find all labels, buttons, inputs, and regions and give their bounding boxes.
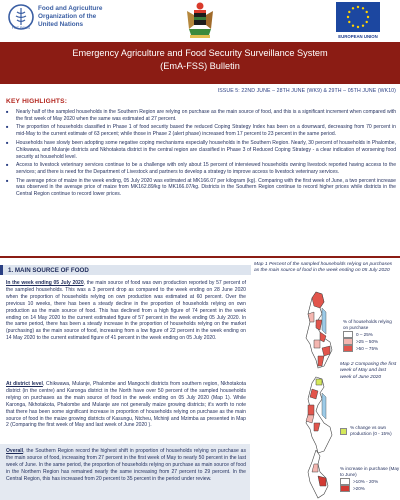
paragraph-lead: In the week ending 05 July 2020 — [6, 280, 84, 286]
key-highlights-list — [4, 109, 396, 200]
paragraph-district-level — [6, 381, 246, 429]
legend-swatch — [343, 331, 353, 338]
issue-line: ISSUE 5: 22ND JUNE – 28TH JUNE (WK9) & 29TH – 05TH JUNE (WK10) — [217, 88, 396, 94]
legend-row — [340, 478, 400, 485]
malawi-coat-of-arms-icon — [183, 1, 217, 39]
legend-row — [340, 485, 400, 492]
legend-swatch — [340, 485, 350, 492]
map1-caption: Map 1 Percent of the sampled households relying on purchases as the main source of food in the week ending on 05 July 2020 — [254, 262, 393, 274]
paragraph-text: , the Southern Region record the highest shift in proportion of households relying on purchase as the main source of food, increasing from 27 percent in the first week of May to nearly 50 percent in the last week of June. In the same period, the proportion of households relying on purchase as main source of food in the Northern Region has remained nearly the same increasing from 27 percent to 29 percent. In the Central Region, this has increased from 20 percent to 35 percent in the period under review. — [6, 448, 246, 482]
section-heading-text: 1. MAIN SOURCE OF FOOD — [8, 266, 89, 274]
title-banner — [0, 42, 400, 84]
fao-line-1: Food and Agriculture — [38, 5, 103, 12]
section-heading-main-source-of-food — [0, 265, 251, 275]
legend-label: >25 – 50% — [356, 338, 379, 344]
fao-line-2: Organization of the — [38, 13, 97, 20]
eu-label: EUROPEAN UNION — [338, 34, 378, 39]
legend-swatch — [340, 478, 350, 485]
header — [0, 0, 400, 42]
legend-label: >10% - 20% — [353, 478, 379, 484]
legend-row — [343, 345, 397, 352]
legend-row — [340, 425, 400, 437]
map2-caption: Map 2 Comparing the first week of May and last week of June 2020 — [340, 362, 397, 380]
map1-legend — [343, 319, 397, 352]
map2-legend — [340, 425, 400, 437]
map3-legend — [340, 466, 400, 492]
legend-label: >20% — [353, 485, 365, 491]
legend-row — [343, 338, 397, 345]
highlight-item: ■ Access to livestock veterinary services continue to be a challenge with only about 15 percent of interviewed households owning livestock reported having access to the services; and there is need for the Department of Livestock and partners to develop a strategy to improve access to livestock veterinary services. — [4, 162, 396, 176]
fao-line-3: United Nations — [38, 21, 84, 28]
highlight-item: ■ Households have slowly been adopting some negative coping mechanisms especially households in the Southern Region. Nearly, 30 percent of households in Phalombe, Chikwawa, and Mulanje districts and Nkhotakota district in the central region are classified in Phase 3 of Reduced Coping Strategy - a clear indication of worsening food security at household level. — [4, 140, 396, 161]
highlight-item: ■ Nearly half of the sampled households in the Southern Region are relying on purchase as the main source of food, and this is a significant increment when compared with the first week of May 2020 when the same was estimated at 27 percent. — [4, 109, 396, 123]
map1-legend-title: % of households relying on purchase — [343, 319, 392, 330]
svg-text:FIAT PANIS: FIAT PANIS — [11, 26, 31, 30]
paragraph-overall — [6, 448, 246, 483]
legend-label: 0 – 25% — [356, 331, 373, 337]
paragraph-text: , Chikwawa, Mulanje, Phalombe and Mangochi districts from southern region, Nkhotakota district (in the centre) and Karonga district in the North have over 50 percent of the sampled households relying on purchases as the main source of food in the week ending on 05 July 2020 (Map 1). While Karonga, Nkhotakota, Phalombe and Mulanje are not generally maize growing districts; it's worth to note that there has been some significant increase in proportion of households relying on purchase as the main source of food in the maize growing districts of Kasungu, Ntcheu, Mchinji and Mzimba as presented in Map 2 (Comparing the first week of May and last week of June 2020 ). — [6, 381, 247, 429]
legend-row — [343, 331, 397, 338]
section-divider — [0, 256, 400, 258]
highlight-item: ■ The average price of maize in the week ending, 05 July 2020 was estimated at MK166.07 per kilogram (kg). Comparing with the first week of June, a two percent increase was observed in the average price of maize from MK162.89/kg to MK166.07/kg. Districts in the Southern Region continue to record higher prices while districts in the Central Region continue to record lower prices. — [4, 178, 396, 199]
bulletin-title-line-2: (EmA-FSS) Bulletin — [160, 61, 240, 71]
paragraph-text: , the main source of food was own production reported by 57 percent of the sampled households. This was a 3 percent drop as compared to the week ending on 28 June 2020 when the proportion of households relying on own production was estimated at 60 percent. Over the previous 10 weeks, there has been a steady decline in the proportion of households relying on own production as the main source of food. This has declined from a high figure of 74 percent in the week ending on 14 May 2020 to the current estimated figure of 57 percent in the week ending 05 July 2020. In the same period, there has been a steady increase in the proportion of households relying on the market (purchasing) as the main source of food, increasing from a low figure of 22 percent in the week ending on 14 May 2020 to the current estimated figure of 41 percent in the week ending on 05 July 2020. — [6, 280, 246, 342]
eu-flag-icon — [336, 2, 380, 32]
fao-logo-icon — [8, 4, 34, 30]
legend-swatch — [343, 345, 353, 352]
key-highlights-heading: KEY HIGHLIGHTS: — [6, 98, 68, 105]
legend-swatch — [343, 338, 353, 345]
legend-swatch — [340, 428, 347, 435]
highlight-item: ■ The proportion of households classified in Phase 1 of food security based the reduced Coping Strategy Index has been on a downward, decreasing from 70 percent in mid-May to the current estimate of 63 percent; while those in Phase 2 (alert phase) increased from 17 percent to 23 percent in the same period. — [4, 124, 396, 138]
paragraph-week-ending — [6, 280, 246, 342]
fao-name — [38, 5, 133, 29]
paragraph-lead: At district level — [6, 381, 43, 387]
map2-malawi-comparison — [286, 375, 356, 455]
paragraph-lead: Overall — [6, 448, 24, 454]
legend-label: >50 – 75% — [356, 345, 379, 351]
legend-label: % change vs own production (0 - 15%) — [350, 425, 392, 436]
map3-legend-title: % increase in purchase (May to June) — [340, 466, 400, 477]
bulletin-title-line-1: Emergency Agriculture and Food Security Surveillance System — [72, 48, 328, 58]
